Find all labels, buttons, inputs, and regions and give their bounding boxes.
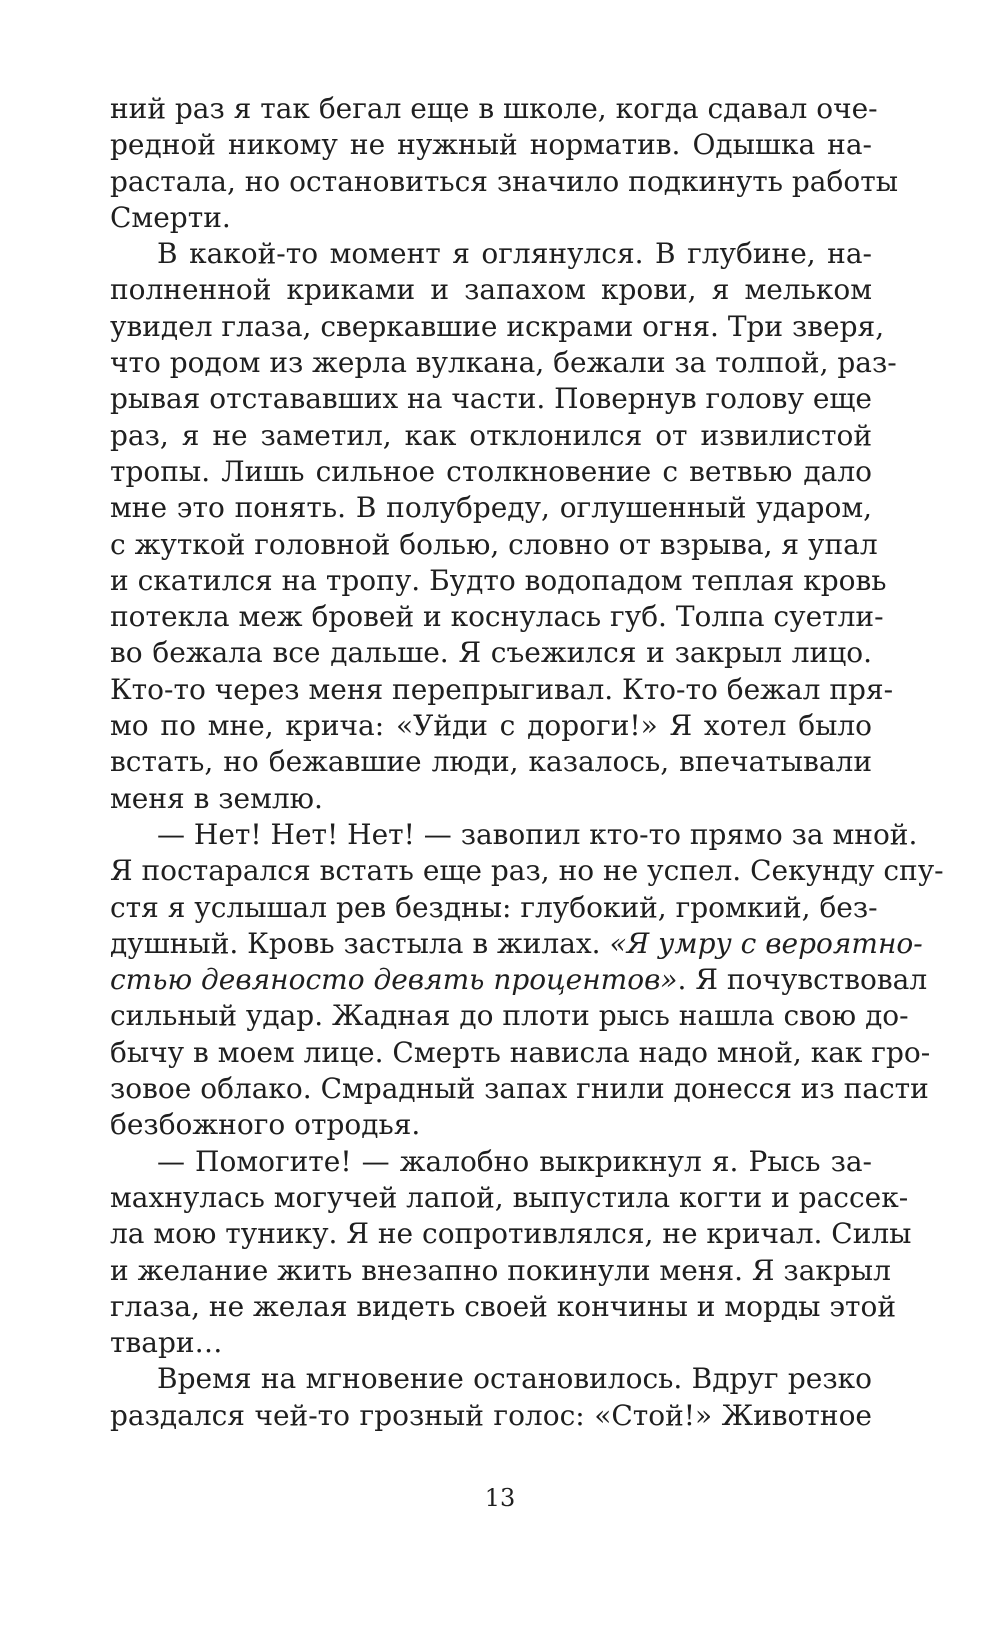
text-line: потекла меж бровей и коснулась губ. Толпа суетли- bbox=[110, 600, 884, 634]
text-line: рывая отстававших на части. Повернув голову еще bbox=[110, 382, 872, 416]
text-line: во бежала все дальше. Я съежился и закрыл лицо. bbox=[110, 636, 872, 670]
text-line: мо по мне, крича: «Уйди с дороги!» Я хотел было bbox=[110, 709, 872, 743]
text-line bbox=[110, 962, 928, 998]
text-line: растала, но остановиться значило подкинуть работы bbox=[110, 164, 898, 198]
text-line: зовое облако. Смрадный запах гнили донесся из пасти bbox=[110, 1072, 929, 1106]
text-line: и желание жить внезапно покинули меня. Я закрыл bbox=[110, 1253, 891, 1287]
text-line: безбожного отродья. bbox=[110, 1108, 421, 1142]
text-line: бычу в моем лице. Смерть нависла надо мной, как гро- bbox=[110, 1035, 931, 1069]
text-line bbox=[110, 926, 923, 962]
italic-quote: стью девяносто девять процентов» bbox=[110, 963, 678, 997]
text-line: с жуткой головной болью, словно от взрыва, я упал bbox=[110, 527, 878, 561]
page-body bbox=[110, 91, 944, 1434]
text-line: ний раз я так бегал еще в школе, когда сдавал оче- bbox=[110, 92, 878, 125]
text-line: ла мою тунику. Я не сопротивлялся, не кричал. Силы bbox=[110, 1217, 912, 1251]
text-line: твари… bbox=[110, 1326, 223, 1360]
text-line: Кто-то через меня перепрыгивал. Кто-то бежал пря- bbox=[110, 672, 894, 706]
text-line: раздался чей-то грозный голос: «Стой!» Животное bbox=[110, 1398, 872, 1432]
text-line: — Помогите! — жалобно выкрикнул я. Рысь за- bbox=[157, 1144, 872, 1178]
text-segment: . Я почувствовал bbox=[677, 963, 928, 997]
page-number: 13 bbox=[484, 1484, 516, 1512]
text-line: раз, я не заметил, как отклонился от извилистой bbox=[110, 418, 872, 452]
text-line: тропы. Лишь сильное столкновение с ветвью дало bbox=[110, 454, 872, 488]
text-line: встать, но бежавшие люди, казалось, впечатывали bbox=[110, 745, 872, 779]
text-line: Время на мгновение остановилось. Вдруг резко bbox=[157, 1362, 872, 1396]
text-line: меня в землю. bbox=[110, 781, 323, 815]
text-line: стя я услышал рев бездны: глубокий, громкий, без- bbox=[110, 890, 878, 924]
italic-quote: «Я умру с вероятно- bbox=[609, 926, 923, 960]
text-line: глаза, не желая видеть своей кончины и морды этой bbox=[110, 1289, 897, 1323]
text-line: и скатился на тропу. Будто водопадом теплая кровь bbox=[110, 563, 887, 597]
text-line: мне это понять. В полубреду, оглушенный ударом, bbox=[110, 491, 872, 525]
text-line: что родом из жерла вулкана, бежали за толпой, раз- bbox=[110, 346, 897, 380]
text-line: махнулась могучей лапой, выпустила когти и рассек- bbox=[110, 1180, 909, 1214]
text-line: увидел глаза, сверкавшие искрами огня. Три зверя, bbox=[110, 309, 885, 343]
text-segment: душный. Кровь застыла в жилах. bbox=[110, 926, 610, 960]
text-line: В какой-то момент я оглянулся. В глубине, на- bbox=[157, 237, 872, 271]
text-line: сильный удар. Жадная до плоти рысь нашла свою до- bbox=[110, 999, 909, 1033]
text-line: полненной криками и запахом крови, я мельком bbox=[110, 273, 872, 307]
text-line: Смерти. bbox=[110, 200, 231, 234]
text-line: — Нет! Нет! Нет! — завопил кто-то прямо за мной. bbox=[157, 817, 918, 851]
text-line: Я постарался встать еще раз, но не успел. Секунду спу- bbox=[110, 854, 944, 888]
text-line: редной никому не нужный норматив. Одышка на- bbox=[110, 128, 872, 162]
